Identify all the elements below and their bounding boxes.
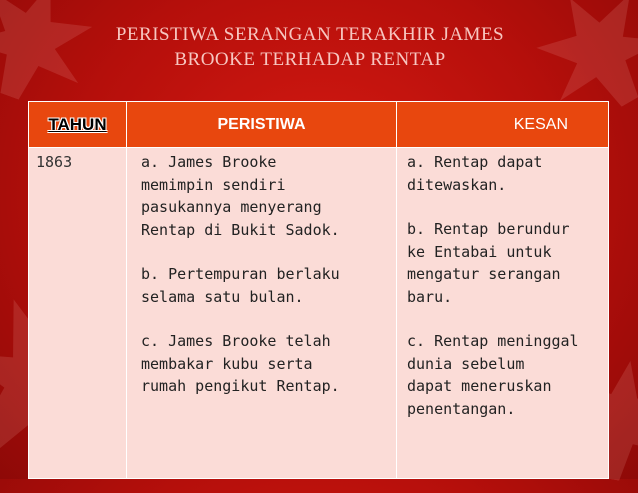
kesan-item-b: b. Rentap berundur ke Entabai untuk mengatur serangan baru.	[407, 220, 570, 306]
table-row	[29, 148, 609, 479]
header-tahun: TAHUN	[29, 102, 127, 148]
slide-title-line-2: BROOKE TERHADAP RENTAP	[174, 49, 446, 70]
events-table	[28, 101, 609, 479]
year-cell: 1863	[29, 148, 127, 479]
table-header-row	[29, 102, 609, 148]
kesan-cell	[397, 148, 609, 479]
slide-title	[60, 22, 560, 72]
kesan-item-c: c. Rentap meninggal dunia sebelum dapat meneruskan penentangan.	[407, 332, 579, 418]
slide-title-line-1: PERISTIWA SERANGAN TERAKHIR JAMES	[115, 24, 505, 45]
kesan-item-a: a. Rentap dapat ditewaskan.	[407, 153, 543, 194]
peristiwa-item-c: c. James Brooke telah membakar kubu serta rumah pengikut Rentap.	[141, 332, 340, 395]
peristiwa-item-b: b. Pertempuran berlaku selama satu bulan.	[141, 265, 340, 306]
header-peristiwa: PERISTIWA	[127, 102, 397, 148]
peristiwa-cell	[127, 148, 397, 479]
header-kesan: KESAN	[397, 102, 609, 148]
peristiwa-item-a: a. James Brooke memimpin sendiri pasukannya menyerang Rentap di Bukit Sadok.	[141, 153, 340, 239]
